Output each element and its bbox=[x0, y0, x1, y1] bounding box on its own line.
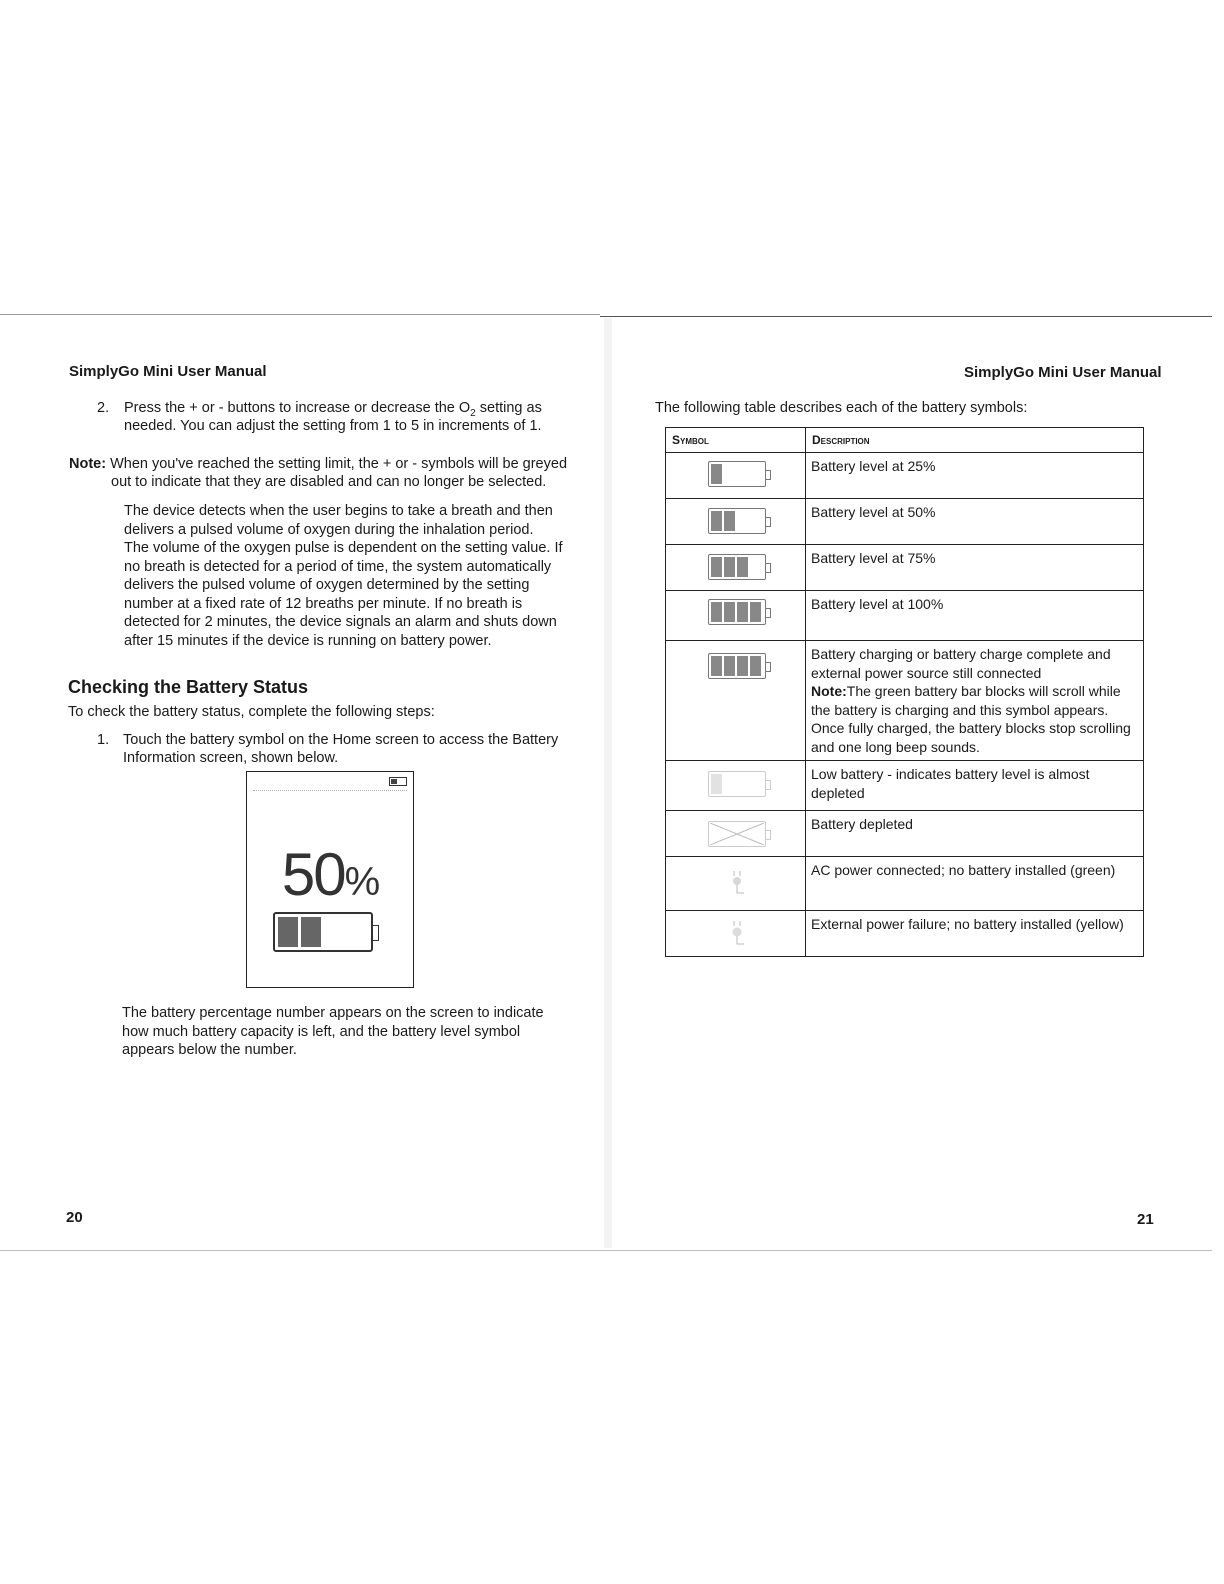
description-line: Battery level at 75% bbox=[811, 550, 936, 566]
description-cell bbox=[806, 857, 1144, 911]
description-cell bbox=[806, 499, 1144, 545]
symbol-column-header: Symbol bbox=[666, 428, 806, 453]
description-cell bbox=[806, 545, 1144, 591]
closing-line: The battery percentage number appears on the screen to indicate bbox=[122, 1005, 544, 1021]
battery-25-icon bbox=[708, 461, 766, 487]
body-line: number at a fixed rate of 12 breaths per minute. If no breath is bbox=[124, 595, 523, 612]
symbol-cell bbox=[666, 453, 806, 499]
battery-block bbox=[711, 602, 722, 622]
description-line: external power source still connected bbox=[811, 664, 1042, 681]
screen-divider bbox=[253, 790, 407, 791]
note-text: The green battery bar blocks will scroll while bbox=[846, 683, 1121, 699]
closing-line: appears below the number. bbox=[122, 1042, 297, 1058]
description-column-header: Description bbox=[806, 428, 1144, 453]
left-page-number: 20 bbox=[66, 1209, 83, 1226]
cross-icon bbox=[710, 823, 764, 845]
body-line: delivers the pulsed volume of oxygen determined by the setting bbox=[124, 577, 530, 593]
symbol-cell bbox=[666, 857, 806, 911]
step1-line2: Information screen, shown below. bbox=[123, 750, 339, 766]
table-row bbox=[666, 591, 1144, 641]
description-note-line: the battery is charging and this symbol appears. bbox=[811, 701, 1109, 718]
description-cell bbox=[806, 641, 1144, 761]
table-row bbox=[666, 761, 1144, 811]
description-line: Battery level at 25% bbox=[811, 458, 936, 474]
battery-block bbox=[750, 656, 761, 676]
description-line: Battery depleted bbox=[811, 816, 913, 832]
battery-depleted-icon bbox=[708, 821, 766, 847]
table-row bbox=[666, 641, 1144, 761]
battery-100-icon bbox=[708, 599, 766, 625]
body-line: after 15 minutes if the device is running on battery power. bbox=[124, 632, 492, 649]
table-intro: The following table describes each of the battery symbols: bbox=[655, 400, 1028, 416]
battery-block bbox=[724, 511, 735, 531]
battery-cap bbox=[372, 925, 379, 941]
description-line: AC power connected; no battery installed (green) bbox=[811, 862, 1116, 878]
description-cell bbox=[806, 453, 1144, 499]
description-line: Battery level at 100% bbox=[811, 596, 944, 612]
battery-block bbox=[278, 917, 298, 947]
battery-block bbox=[724, 602, 735, 622]
plug-yellow-icon bbox=[728, 921, 746, 947]
symbol-cell bbox=[666, 761, 806, 811]
battery-block bbox=[737, 602, 748, 622]
symbol-cell bbox=[666, 911, 806, 957]
battery-block bbox=[724, 557, 735, 577]
battery-block bbox=[737, 557, 748, 577]
percent-sign: % bbox=[344, 860, 379, 904]
note-line2: out to indicate that they are disabled and can no longer be selected. bbox=[111, 474, 547, 490]
step1-line1: Touch the battery symbol on the Home screen to access the Battery bbox=[123, 732, 559, 748]
note-text: When you've reached the setting limit, the + or - symbols will be greyed bbox=[106, 456, 568, 472]
table-row bbox=[666, 811, 1144, 857]
description-line: depleted bbox=[811, 784, 865, 801]
description-line: Low battery - indicates battery level is almost bbox=[811, 766, 1090, 782]
left-top-rule bbox=[0, 314, 600, 315]
symbol-cell bbox=[666, 641, 806, 761]
ac-plug-green-icon bbox=[728, 871, 746, 897]
description-cell bbox=[806, 761, 1144, 811]
battery-50-icon bbox=[708, 508, 766, 534]
battery-percentage bbox=[247, 840, 413, 909]
table-row bbox=[666, 545, 1144, 591]
description-cell bbox=[806, 911, 1144, 957]
closing-line: how much battery capacity is left, and the battery level symbol bbox=[122, 1023, 521, 1040]
battery-low-icon bbox=[708, 771, 766, 797]
step2-line2: needed. You can adjust the setting from 1 to 5 in increments of 1. bbox=[124, 418, 542, 434]
battery-info-screen bbox=[246, 771, 414, 988]
bottom-rule bbox=[0, 1250, 1212, 1251]
body-line: The volume of the oxygen pulse is dependent on the setting value. If bbox=[124, 540, 563, 556]
status-battery-icon bbox=[389, 777, 407, 786]
battery-block bbox=[711, 656, 722, 676]
battery-symbols-table bbox=[665, 427, 1144, 957]
step1-number: 1. bbox=[97, 732, 110, 748]
note-label: Note: bbox=[811, 683, 847, 699]
step2-number: 2. bbox=[97, 400, 110, 416]
symbol-cell bbox=[666, 811, 806, 857]
body-line: no breath is detected for a period of time, the system automatically bbox=[124, 558, 552, 575]
table-row bbox=[666, 499, 1144, 545]
body-line: delivers a pulsed volume of oxygen during the inhalation period. bbox=[124, 521, 534, 538]
o2-subscript: 2 bbox=[470, 407, 476, 419]
left-header: SimplyGo Mini User Manual bbox=[69, 363, 267, 380]
table-row bbox=[666, 857, 1144, 911]
battery-block bbox=[737, 656, 748, 676]
table-row bbox=[666, 453, 1144, 499]
table-header-row bbox=[666, 428, 1144, 453]
battery-block bbox=[711, 464, 722, 484]
symbol-cell bbox=[666, 499, 806, 545]
battery-charging-icon bbox=[708, 653, 766, 679]
note-label: Note: bbox=[69, 456, 107, 472]
description-note-line bbox=[811, 682, 1138, 701]
table-row bbox=[666, 911, 1144, 957]
battery-level-icon bbox=[273, 912, 373, 952]
page-gutter bbox=[604, 318, 612, 1248]
body-line: The device detects when the user begins to take a breath and then bbox=[124, 503, 553, 519]
description-note-line: and one long beep sounds. bbox=[811, 738, 980, 755]
symbol-cell bbox=[666, 591, 806, 641]
right-page-number: 21 bbox=[1137, 1211, 1154, 1228]
battery-block bbox=[750, 602, 761, 622]
section-title: Checking the Battery Status bbox=[68, 677, 309, 697]
battery-block bbox=[711, 511, 722, 531]
closing-paragraph bbox=[122, 1004, 544, 1060]
description-line: External power failure; no battery installed (yellow) bbox=[811, 916, 1124, 932]
battery-block bbox=[711, 557, 722, 577]
battery-block bbox=[301, 917, 321, 947]
right-header: SimplyGo Mini User Manual bbox=[964, 364, 1162, 381]
description-cell bbox=[806, 811, 1144, 857]
description-cell bbox=[806, 591, 1144, 641]
body-paragraph bbox=[124, 502, 563, 650]
description-line: Battery level at 50% bbox=[811, 504, 936, 520]
section-intro: To check the battery status, complete the following steps: bbox=[68, 704, 435, 720]
percentage-value: 50 bbox=[281, 841, 345, 908]
note-line1 bbox=[69, 455, 567, 474]
battery-block bbox=[724, 656, 735, 676]
battery-75-icon bbox=[708, 554, 766, 580]
right-top-rule bbox=[600, 316, 1212, 317]
symbol-cell bbox=[666, 545, 806, 591]
description-line: Battery charging or battery charge complete and bbox=[811, 646, 1111, 662]
description-note-line: Once fully charged, the battery blocks stop scrolling bbox=[811, 720, 1131, 736]
step2-text-after: setting as bbox=[475, 400, 542, 416]
step2-text: Press the + or - buttons to increase or decrease the O bbox=[124, 400, 471, 416]
body-line: detected for 2 minutes, the device signals an alarm and shuts down bbox=[124, 614, 557, 630]
battery-block bbox=[711, 774, 722, 794]
